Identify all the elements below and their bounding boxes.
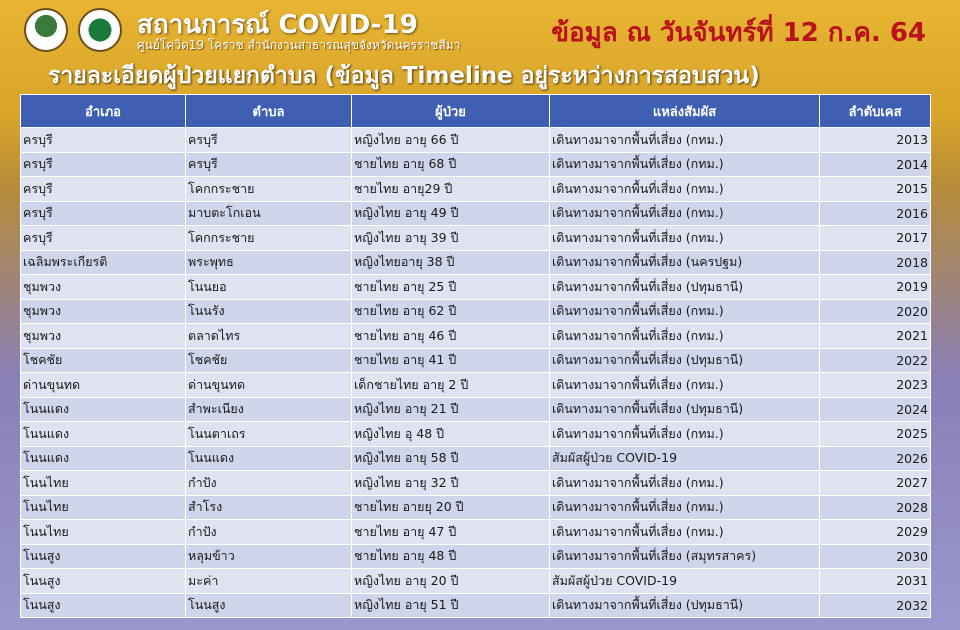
cell-case-number: 2029: [820, 520, 931, 545]
cell-patient: ชายไทย อายยุ 20 ปี: [352, 495, 550, 520]
cell-subdistrict: โนนรัง: [186, 299, 352, 324]
report-date: ข้อมูล ณ วันจันทร์ที่ 12 ก.ค. 64: [551, 18, 926, 48]
cell-case-number: 2016: [820, 201, 931, 226]
cell-exposure-source: เดินทางมาจากพื้นที่เสี่ยง (ปทุมธานี): [550, 397, 820, 422]
cell-case-number: 2031: [820, 569, 931, 594]
table-row: [21, 152, 931, 177]
cell-patient: ชายไทย อายุ 62 ปี: [352, 299, 550, 324]
cell-district: โนนสูง: [21, 593, 186, 618]
cell-district: โนนสูง: [21, 569, 186, 594]
page-subtitle: ศูนย์โควิด19 โคราช สำนักงานสาธารณสุขจังหวัดนครราชสีมา: [137, 38, 461, 52]
table-row: [21, 177, 931, 202]
cell-district: ชุมพวง: [21, 275, 186, 300]
table-row: [21, 569, 931, 594]
cell-district: ชุมพวง: [21, 299, 186, 324]
table-row: [21, 593, 931, 618]
table-row: [21, 373, 931, 398]
cell-district: เฉลิมพระเกียรติ: [21, 250, 186, 275]
cell-patient: ชายไทย อายุ29 ปี: [352, 177, 550, 202]
table-row: [21, 422, 931, 447]
cell-district: ครบุรี: [21, 128, 186, 153]
cell-patient: ชายไทย อายุ 47 ปี: [352, 520, 550, 545]
cell-subdistrict: โนนตาเถร: [186, 422, 352, 447]
cell-district: โชคชัย: [21, 348, 186, 373]
cell-patient: หญิงไทย อายุ 39 ปี: [352, 226, 550, 251]
cell-exposure-source: เดินทางมาจากพื้นที่เสี่ยง (กทม.): [550, 422, 820, 447]
cell-patient: ชายไทย อายุ 25 ปี: [352, 275, 550, 300]
cell-district: ด่านขุนทด: [21, 373, 186, 398]
cell-exposure-source: เดินทางมาจากพื้นที่เสี่ยง (นครปฐม): [550, 250, 820, 275]
patient-table-container: [20, 94, 930, 618]
cell-subdistrict: โคกกระชาย: [186, 177, 352, 202]
cell-exposure-source: เดินทางมาจากพื้นที่เสี่ยง (กทม.): [550, 226, 820, 251]
cell-subdistrict: กำปัง: [186, 471, 352, 496]
table-row: [21, 324, 931, 349]
cell-patient: ชายไทย อายุ 68 ปี: [352, 152, 550, 177]
cell-subdistrict: โชคชัย: [186, 348, 352, 373]
cell-patient: หญิงไทย อุ 48 ปี: [352, 422, 550, 447]
cell-case-number: 2027: [820, 471, 931, 496]
cell-patient: หญิงไทย อายุ 58 ปี: [352, 446, 550, 471]
cell-district: โนนแดง: [21, 446, 186, 471]
cell-district: โนนไทย: [21, 520, 186, 545]
cell-subdistrict: กำปัง: [186, 520, 352, 545]
table-header-row: [21, 95, 931, 128]
cell-case-number: 2023: [820, 373, 931, 398]
cell-district: ครบุรี: [21, 152, 186, 177]
cell-exposure-source: เดินทางมาจากพื้นที่เสี่ยง (กทม.): [550, 177, 820, 202]
cell-district: ครบุรี: [21, 226, 186, 251]
page-title: สถานการณ์ COVID-19: [137, 10, 418, 40]
cell-case-number: 2018: [820, 250, 931, 275]
cell-patient: เด็กชายไทย อายุ 2 ปี: [352, 373, 550, 398]
patient-table: [20, 94, 931, 618]
cell-case-number: 2013: [820, 128, 931, 153]
cell-patient: ชายไทย อายุ 41 ปี: [352, 348, 550, 373]
column-header-subdistrict: ตำบล: [186, 95, 352, 128]
cell-district: ครบุรี: [21, 201, 186, 226]
cell-subdistrict: ครบุรี: [186, 128, 352, 153]
cell-subdistrict: โนนสูง: [186, 593, 352, 618]
cell-patient: ชายไทย อายุ 48 ปี: [352, 544, 550, 569]
cell-exposure-source: เดินทางมาจากพื้นที่เสี่ยง (กทม.): [550, 128, 820, 153]
cell-case-number: 2032: [820, 593, 931, 618]
cell-case-number: 2026: [820, 446, 931, 471]
cell-case-number: 2017: [820, 226, 931, 251]
cell-exposure-source: เดินทางมาจากพื้นที่เสี่ยง (ปทุมธานี): [550, 348, 820, 373]
cell-case-number: 2022: [820, 348, 931, 373]
cell-exposure-source: เดินทางมาจากพื้นที่เสี่ยง (กทม.): [550, 201, 820, 226]
cell-subdistrict: หลุมข้าว: [186, 544, 352, 569]
cell-subdistrict: ครบุรี: [186, 152, 352, 177]
table-row: [21, 446, 931, 471]
cell-subdistrict: มาบตะโกเอน: [186, 201, 352, 226]
column-header-patient: ผู้ป่วย: [352, 95, 550, 128]
column-header-case-number: ลำดับเคส: [820, 95, 931, 128]
cell-patient: หญิงไทย อายุ 51 ปี: [352, 593, 550, 618]
cell-subdistrict: โนนแดง: [186, 446, 352, 471]
cell-district: โนนไทย: [21, 471, 186, 496]
cell-patient: หญิงไทย อายุ 20 ปี: [352, 569, 550, 594]
cell-district: โนนแดง: [21, 397, 186, 422]
cell-patient: ชายไทย อายุ 46 ปี: [352, 324, 550, 349]
cell-case-number: 2021: [820, 324, 931, 349]
cell-exposure-source: เดินทางมาจากพื้นที่เสี่ยง (กทม.): [550, 495, 820, 520]
table-row: [21, 128, 931, 153]
column-header-district: อำเภอ: [21, 95, 186, 128]
cell-case-number: 2015: [820, 177, 931, 202]
table-row: [21, 520, 931, 545]
cell-exposure-source: เดินทางมาจากพื้นที่เสี่ยง (กทม.): [550, 471, 820, 496]
cell-exposure-source: เดินทางมาจากพื้นที่เสี่ยง (ปทุมธานี): [550, 593, 820, 618]
table-row: [21, 299, 931, 324]
cell-subdistrict: พระพุทธ: [186, 250, 352, 275]
header: [0, 0, 960, 92]
cell-patient: หญิงไทย อายุ 66 ปี: [352, 128, 550, 153]
cell-case-number: 2014: [820, 152, 931, 177]
cell-exposure-source: สัมผัสผู้ป่วย COVID-19: [550, 446, 820, 471]
table-row: [21, 544, 931, 569]
cell-exposure-source: เดินทางมาจากพื้นที่เสี่ยง (กทม.): [550, 373, 820, 398]
table-row: [21, 201, 931, 226]
cell-subdistrict: ตลาดไทร: [186, 324, 352, 349]
cell-district: โนนไทย: [21, 495, 186, 520]
table-row: [21, 226, 931, 251]
cell-subdistrict: สำโรง: [186, 495, 352, 520]
cell-subdistrict: ด่านขุนทด: [186, 373, 352, 398]
cell-exposure-source: เดินทางมาจากพื้นที่เสี่ยง (สมุทรสาคร): [550, 544, 820, 569]
cell-case-number: 2028: [820, 495, 931, 520]
cell-exposure-source: เดินทางมาจากพื้นที่เสี่ยง (กทม.): [550, 152, 820, 177]
column-header-exposure-source: แหล่งสัมผัส: [550, 95, 820, 128]
table-row: [21, 495, 931, 520]
cell-case-number: 2025: [820, 422, 931, 447]
cell-case-number: 2019: [820, 275, 931, 300]
cell-case-number: 2030: [820, 544, 931, 569]
table-row: [21, 471, 931, 496]
cell-patient: หญิงไทย อายุ 21 ปี: [352, 397, 550, 422]
table-row: [21, 397, 931, 422]
cell-case-number: 2024: [820, 397, 931, 422]
cell-district: ชุมพวง: [21, 324, 186, 349]
ministry-of-health-logo: [78, 8, 122, 52]
cell-patient: หญิงไทยอายุ 38 ปี: [352, 250, 550, 275]
cell-subdistrict: สำพะเนียง: [186, 397, 352, 422]
cell-district: ครบุรี: [21, 177, 186, 202]
cell-exposure-source: สัมผัสผู้ป่วย COVID-19: [550, 569, 820, 594]
cell-exposure-source: เดินทางมาจากพื้นที่เสี่ยง (กทม.): [550, 324, 820, 349]
cell-subdistrict: โนนยอ: [186, 275, 352, 300]
cell-subdistrict: มะค่า: [186, 569, 352, 594]
cell-exposure-source: เดินทางมาจากพื้นที่เสี่ยง (กทม.): [550, 299, 820, 324]
table-heading: รายละเอียดผู้ป่วยแยกตำบล (ข้อมูล Timeline อยู่ระหว่างการสอบสวน): [48, 63, 760, 89]
cell-exposure-source: เดินทางมาจากพื้นที่เสี่ยง (ปทุมธานี): [550, 275, 820, 300]
table-row: [21, 250, 931, 275]
cell-patient: หญิงไทย อายุ 32 ปี: [352, 471, 550, 496]
cell-subdistrict: โคกกระชาย: [186, 226, 352, 251]
cell-district: โนนแดง: [21, 422, 186, 447]
cell-district: โนนสูง: [21, 544, 186, 569]
cell-exposure-source: เดินทางมาจากพื้นที่เสี่ยง (กทม.): [550, 520, 820, 545]
cell-case-number: 2020: [820, 299, 931, 324]
table-row: [21, 275, 931, 300]
table-row: [21, 348, 931, 373]
provincial-seal-logo: [24, 8, 68, 52]
cell-patient: หญิงไทย อายุ 49 ปี: [352, 201, 550, 226]
